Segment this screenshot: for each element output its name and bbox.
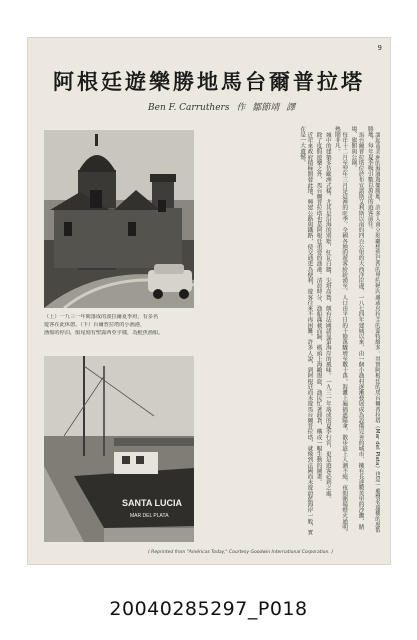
reprint-credit: ( Reprinted from "Américas Today," Courtesy Goodwin International Corporation. ) — [148, 550, 333, 555]
translator-name: 鄒節靖 — [252, 103, 280, 113]
article-paragraph: 談起南美洲的海濱遊樂勝地，許多人會立刻聯想到巴西的里約熱內盧或烏拉圭的蒙特維多。其實阿根廷的馬台爾普拉塔（Mar del Plata）也是一處聲名遠播的度假勝地，每年夏季吸引數以萬計的遊客前往。 — [366, 126, 380, 533]
article-paragraph: 每年十二月至翌年三月是這裡的旺季，全國各地的遊客紛紛湧至，人口由平日的十餘萬驟增至數十萬。海灘上遍插遮陽傘，散步道上人潮不絕，夜間賭場燈火通明，熱鬧非凡。 — [333, 126, 348, 535]
magazine-page — [28, 38, 390, 564]
translator-label: 譯 — [286, 103, 296, 113]
photo-fishing-harbor — [44, 356, 194, 542]
article-title: 阿根廷遊樂勝地馬台爾普拉塔 — [53, 69, 365, 94]
author-name: Ben F. Carruthers — [148, 103, 230, 113]
author-label: 作 — [236, 103, 246, 113]
article-paragraph: 近年來政府積極開發此地，興建公路與鐵路，使交通更為便利，遊客往來不再困難。許多人說，到阿根廷而未遊馬台爾普拉塔，就像到法國而未遊蔚藍海岸一般，實在是一大遺憾。 — [299, 126, 313, 535]
article-body — [202, 126, 380, 536]
photo-summer-palace — [44, 130, 194, 308]
photo-caption — [44, 314, 194, 350]
harbor-photo-illustration — [44, 356, 194, 542]
article-paragraph: 馬台爾普拉塔位於布宜諾斯艾利斯以南約四百公里的大西洋岸邊，一八七四年建城以來，由一個小漁村逐漸發展成為設備完善的城市，擁有長達數英里的沙灘、賭場、旅館與公園。 — [350, 126, 364, 530]
byline — [148, 100, 299, 113]
caption-line: 漁船的停泊，船尾刻有聖露西亞字樣，為鮭魚漁船。 — [44, 329, 164, 336]
caption-line: 遊客在此休憩。（下）台爾普拉塔的小漁港， — [44, 321, 146, 328]
boat-name-text: SANTA LUCIA — [122, 498, 182, 508]
castle-photo-illustration — [44, 130, 194, 308]
article-paragraph: 城中的建築多仿歐洲式樣，尤其是沿海的別墅，紅瓦白牆，尖塔高聳，頗有法國諾曼第海岸的風味。一九三一年落成的夏季行宮，更是遊客必到之處。 — [324, 131, 331, 502]
caption-line: （上）一九三一年間落成的波拉爾夏季府，有多名 — [44, 314, 159, 320]
image-id-label: 20040285297_P018 — [109, 598, 308, 620]
article-paragraph: 除了度假遊樂之外，馬台爾普拉塔也是阿根廷重要的漁港。清晨時分，漁船滿載而歸，碼頭上海鷗盤旋，漁民忙著卸貨，構成一幅生動的圖畫。 — [315, 131, 322, 485]
page-number: 9 — [377, 44, 382, 52]
boat-port-text: MAR DEL PLATA — [130, 513, 169, 519]
